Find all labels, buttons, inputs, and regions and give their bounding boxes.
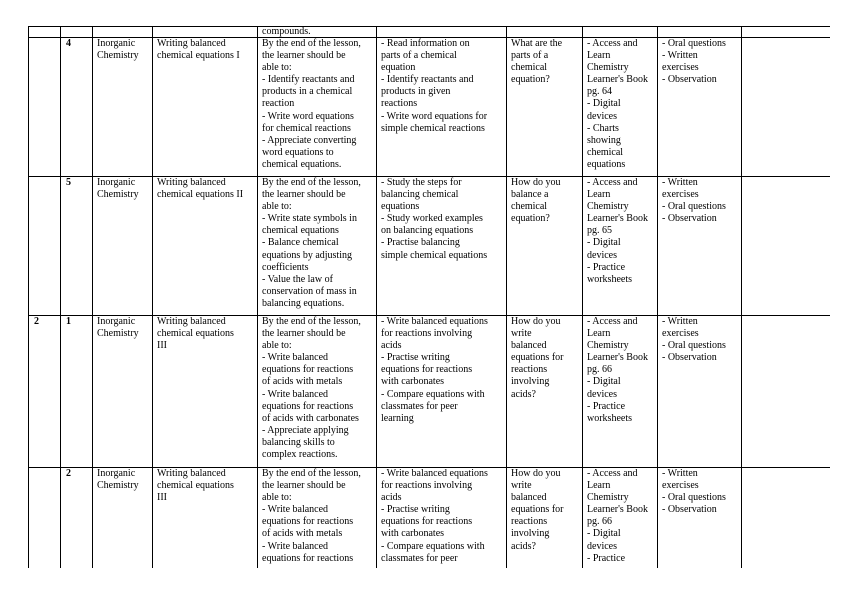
- cell-week: [29, 27, 61, 38]
- cell-strand: [93, 27, 153, 38]
- cell-assessment: - Written exercises - Oral questions - Observation: [658, 468, 742, 569]
- cell-assessment: - Written exercises - Oral questions - Observation: [658, 316, 742, 468]
- cell-resources: - Access and Learn Chemistry Learner's Book pg. 64 - Digital devices - Charts showing chemical equations: [583, 38, 658, 177]
- cell-assessment: [658, 27, 742, 38]
- cell-sub-strand: Writing balanced chemical equations III: [153, 316, 258, 468]
- cell-learning-outcomes: By the end of the lesson, the learner should be able to: - Write state symbols in chemical equations - Balance chemical equations by adjusting coefficients - Value the law of conservation of mass in balancing equations.: [258, 177, 377, 316]
- cell-learning-outcomes: compounds.: [258, 27, 377, 38]
- cell-strand: Inorganic Chemistry: [93, 38, 153, 177]
- cell-learning-outcomes: By the end of the lesson, the learner should be able to: - Write balanced equations for reactions of acids with metals - Write balanced equations for reactions of acids with carbonates - Appreciate applying balancing skills to complex reactions.: [258, 316, 377, 468]
- cell-sub-strand: Writing balanced chemical equations I: [153, 38, 258, 177]
- cell-week: 2: [29, 316, 61, 468]
- table-row: [29, 38, 831, 177]
- cell-strand: Inorganic Chemistry: [93, 177, 153, 316]
- cell-sub-strand: Writing balanced chemical equations II: [153, 177, 258, 316]
- table-row-fragment: [29, 27, 831, 38]
- cell-sub-strand: [153, 27, 258, 38]
- cell-lesson: 5: [61, 177, 93, 316]
- cell-lesson: 2: [61, 468, 93, 569]
- cell-lesson: 1: [61, 316, 93, 468]
- cell-remarks: [742, 177, 831, 316]
- cell-resources: - Access and Learn Chemistry Learner's Book pg. 66 - Digital devices - Practice worksheets: [583, 316, 658, 468]
- cell-remarks: [742, 38, 831, 177]
- table-viewport: [28, 26, 830, 568]
- cell-learning-experiences: - Write balanced equations for reactions involving acids - Practise writing equations for reactions with carbonates - Compare equations with classmates for peer: [377, 468, 507, 569]
- table-row: [29, 177, 831, 316]
- cell-remarks: [742, 316, 831, 468]
- cell-learning-experiences: [377, 27, 507, 38]
- scheme-of-work-table: [28, 26, 830, 568]
- cell-lesson: [61, 27, 93, 38]
- cell-resources: - Access and Learn Chemistry Learner's Book pg. 66 - Digital devices - Practice: [583, 468, 658, 569]
- cell-resources: - Access and Learn Chemistry Learner's Book pg. 65 - Digital devices - Practice worksheets: [583, 177, 658, 316]
- cell-week: [29, 468, 61, 569]
- cell-key-inquiry: How do you balance a chemical equation?: [507, 177, 583, 316]
- cell-sub-strand: Writing balanced chemical equations III: [153, 468, 258, 569]
- cell-learning-experiences: - Study the steps for balancing chemical equations - Study worked examples on balancing equations - Practise balancing simple chemical equations: [377, 177, 507, 316]
- cell-remarks: [742, 468, 831, 569]
- table-row: [29, 316, 831, 468]
- table-row: [29, 468, 831, 569]
- cell-key-inquiry: How do you write balanced equations for reactions involving acids?: [507, 468, 583, 569]
- cell-remarks: [742, 27, 831, 38]
- scheme-of-work-page: [28, 26, 830, 568]
- cell-key-inquiry: [507, 27, 583, 38]
- cell-key-inquiry: What are the parts of a chemical equation?: [507, 38, 583, 177]
- cell-lesson: 4: [61, 38, 93, 177]
- cell-week: [29, 38, 61, 177]
- cell-learning-experiences: - Read information on parts of a chemical equation - Identify reactants and products in given reactions - Write word equations for simple chemical reactions: [377, 38, 507, 177]
- cell-key-inquiry: How do you write balanced equations for reactions involving acids?: [507, 316, 583, 468]
- cell-learning-outcomes: By the end of the lesson, the learner should be able to: - Write balanced equations for reactions of acids with metals - Write balanced equations for reactions: [258, 468, 377, 569]
- cell-assessment: - Oral questions - Written exercises - Observation: [658, 38, 742, 177]
- cell-strand: Inorganic Chemistry: [93, 316, 153, 468]
- cell-learning-experiences: - Write balanced equations for reactions involving acids - Practise writing equations for reactions with carbonates - Compare equations with classmates for peer learning: [377, 316, 507, 468]
- cell-assessment: - Written exercises - Oral questions - Observation: [658, 177, 742, 316]
- cell-learning-outcomes: By the end of the lesson, the learner should be able to: - Identify reactants and products in a chemical reaction - Write word equations for chemical reactions - Appreciate converting word equations to chemical equations.: [258, 38, 377, 177]
- cell-strand: Inorganic Chemistry: [93, 468, 153, 569]
- cell-week: [29, 177, 61, 316]
- cell-resources: [583, 27, 658, 38]
